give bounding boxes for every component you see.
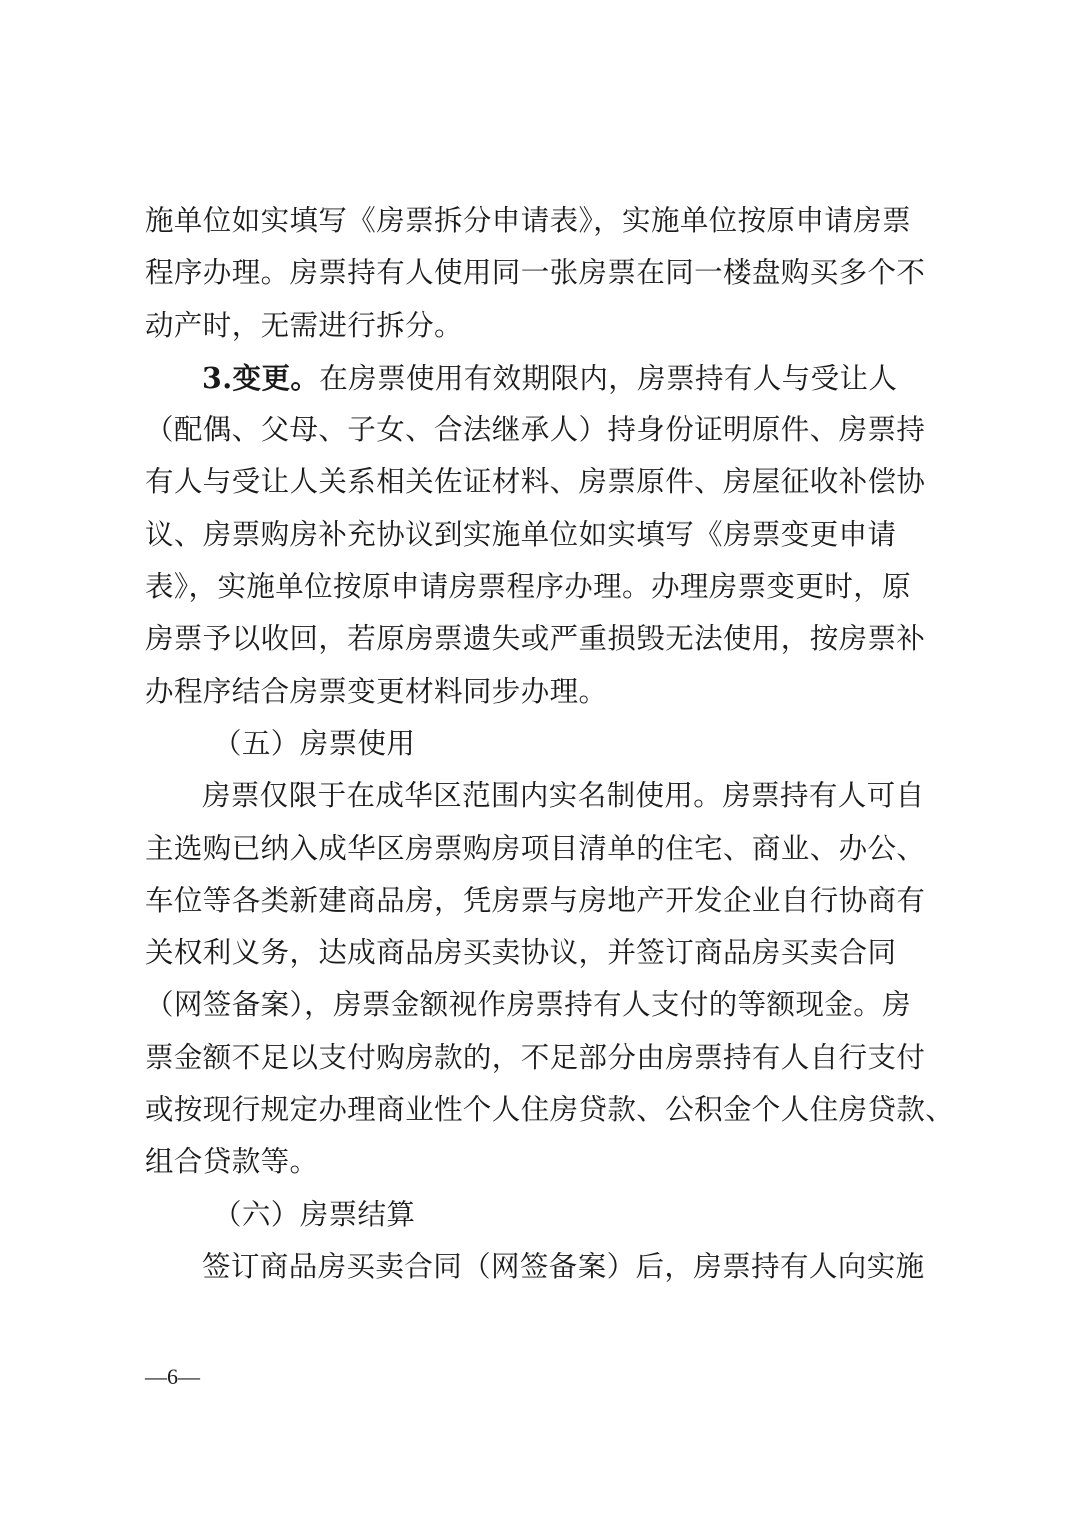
text-line: 关权利义务，达成商品房买卖协议，并签订商品房买卖合同 bbox=[145, 936, 897, 970]
text-line: 程序办理。房票持有人使用同一张房票在同一楼盘购买多个不 bbox=[145, 256, 926, 290]
section-heading: （六）房票结算 bbox=[213, 1197, 416, 1231]
text-line: 办程序结合房票变更材料同步办理。 bbox=[145, 674, 608, 708]
text-line: 有人与受让人关系相关佐证材料、房票原件、房屋征收补偿协 bbox=[145, 465, 926, 499]
text-line bbox=[145, 352, 950, 404]
text-line: 主选购已纳入成华区房票购房项目清单的住宅、商业、办公、 bbox=[145, 831, 926, 865]
text-line: 组合贷款等。 bbox=[145, 1145, 319, 1179]
text-line: 房票予以收回，若原房票遗失或严重损毁无法使用，按房票补 bbox=[145, 622, 926, 656]
page-number: —6— bbox=[145, 1364, 200, 1389]
body-text bbox=[145, 195, 955, 1293]
item-lead: 3.变更。 bbox=[202, 360, 320, 395]
text-line: 施单位如实填写《房票拆分申请表》，实施单位按原申请房票 bbox=[145, 204, 912, 237]
text-line: 车位等各类新建商品房，凭房票与房地产开发企业自行协商有 bbox=[145, 883, 926, 917]
text-line: 议、房票购房补充协议到实施单位如实填写《房票变更申请 bbox=[145, 517, 897, 551]
text-line: 或按现行规定办理商业性个人住房贷款、公积金个人住房贷款、 bbox=[145, 1093, 955, 1127]
text-line: 票金额不足以支付购房款的，不足部分由房票持有人自行支付 bbox=[145, 1040, 926, 1074]
text-line: （配偶、父母、子女、合法继承人）持身份证明原件、房票持 bbox=[145, 413, 926, 447]
text-line: 动产时，无需进行拆分。 bbox=[145, 308, 463, 342]
text-line: （网签备案），房票金额视作房票持有人支付的等额现金。房 bbox=[145, 988, 912, 1022]
text-run: 在房票使用有效期限内，房票持有人与受让人 bbox=[319, 361, 898, 395]
text-line: 房票仅限于在成华区范围内实名制使用。房票持有人可自 bbox=[202, 779, 925, 813]
section-heading: （五）房票使用 bbox=[213, 726, 416, 760]
text-line: 表》，实施单位按原申请房票程序办理。办理房票变更时，原 bbox=[145, 570, 912, 604]
text-line: 签订商品房买卖合同（网签备案）后，房票持有人向实施 bbox=[202, 1249, 925, 1283]
